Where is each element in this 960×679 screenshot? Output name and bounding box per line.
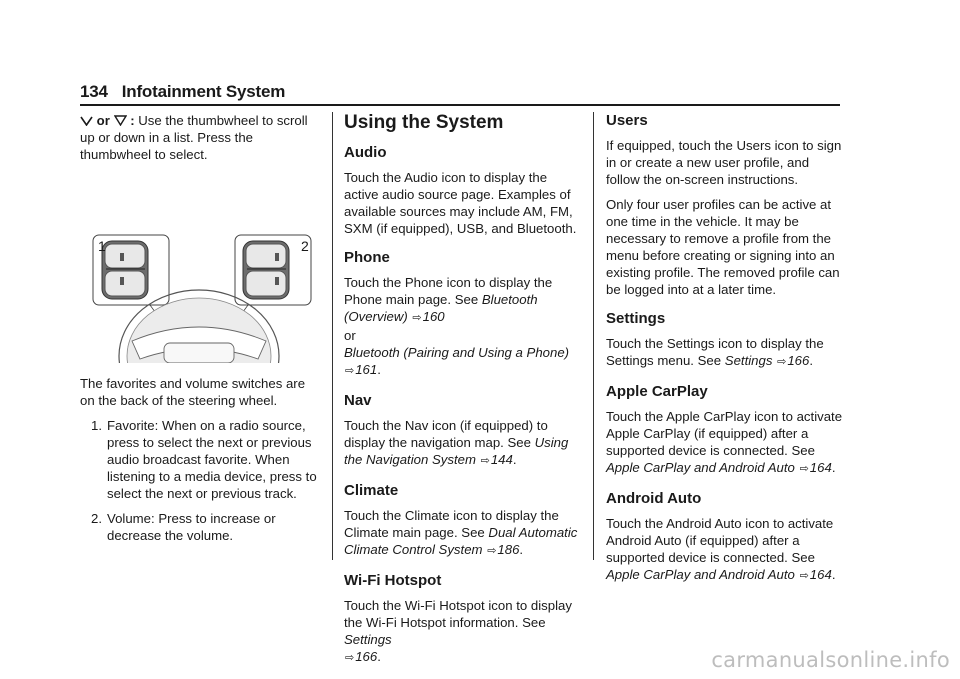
callout-2: 2 xyxy=(301,238,309,254)
page-ref-icon: ⇨ xyxy=(412,312,422,324)
nav-heading: Nav xyxy=(344,392,372,409)
steering-wheel-figure xyxy=(80,173,318,363)
carplay-section: Apple CarPlay Touch the Apple CarPlay icon to activate Apple CarPlay (if equipped) after a supported device is connected. See Apple CarPlay and Android Auto ⇨164. xyxy=(606,383,843,475)
scroll-down-icon xyxy=(114,113,131,128)
climate-control-link[interactable]: Dual Automatic Climate Control System xyxy=(344,525,578,557)
column-divider xyxy=(593,112,594,560)
page-header xyxy=(80,82,285,102)
carplay-heading: Apple CarPlay xyxy=(606,383,708,400)
audio-heading: Audio xyxy=(344,144,387,161)
page-ref-icon: ⇨ xyxy=(487,545,497,557)
header-rule xyxy=(80,104,840,106)
callout-1: 1 xyxy=(98,238,106,254)
settings-section: Settings Touch the Settings icon to display the Settings menu. See Settings ⇨166. xyxy=(606,310,844,371)
list-item: 2. Volume: Press to increase or decrease the volume. xyxy=(91,511,276,543)
column-divider xyxy=(332,112,333,560)
watermark: carmanualsonline.info xyxy=(711,648,950,672)
users-section: Users If equipped, touch the Users icon to sign in or create a new user profile, and follow the on-screen instructions. Only four user profiles can be active at one time in the vehicle. It may be necessary to remove a profile from the menu before creating or signing into an existing profile. The removed profile can be logged into at a later time. xyxy=(606,112,844,298)
bluetooth-pairing-link[interactable]: Bluetooth (Pairing and Using a Phone) xyxy=(344,345,570,360)
nav-section: Nav Touch the Nav icon (if equipped) to display the navigation map. See Using the Navigation System ⇨144. xyxy=(344,392,580,470)
phone-section: Phone Touch the Phone icon to display the Phone main page. See Bluetooth (Overview) ⇨160 or Bluetooth (Pairing and Using a Phone) ⇨161. xyxy=(344,249,580,380)
settings-link[interactable]: Settings xyxy=(724,353,773,368)
audio-section: Audio Touch the Audio icon to display the active audio source page. Examples of available sources may include AM, FM, SXM (if equipped), USB, and Bluetooth. xyxy=(344,144,580,237)
page-ref-icon: ⇨ xyxy=(480,455,490,467)
column-right xyxy=(606,112,844,597)
page-ref-icon: ⇨ xyxy=(345,652,355,664)
wifi-heading: Wi-Fi Hotspot xyxy=(344,572,442,589)
list-item: 1. Favorite: When on a radio source, press to select the next or previous audio broadcast favorite. When listening to a media device, press to select the next or previous track. xyxy=(91,418,317,501)
climate-section: Climate Touch the Climate icon to display the Climate main page. See Dual Automatic Climate Control System ⇨186. xyxy=(344,482,580,560)
switch-list xyxy=(80,417,318,544)
intro-text: Use the thumbwheel to scroll up or down in a list. Press the thumbwheel to select. xyxy=(80,113,308,162)
section-title: Infotainment System xyxy=(121,82,286,101)
users-heading: Users xyxy=(606,112,648,129)
climate-heading: Climate xyxy=(344,482,399,499)
carplay-android-link[interactable]: Apple CarPlay and Android Auto xyxy=(606,460,795,475)
switches-para: The favorites and volume switches are on the back of the steering wheel. xyxy=(80,376,306,408)
page-ref-icon: ⇨ xyxy=(799,570,809,582)
android-heading: Android Auto xyxy=(606,490,702,507)
or-text: or xyxy=(96,113,110,128)
bluetooth-overview-link[interactable]: Bluetooth (Overview) xyxy=(344,292,538,324)
page-number: 134 xyxy=(80,82,108,101)
page-ref-icon: ⇨ xyxy=(345,365,355,377)
settings-heading: Settings xyxy=(606,310,666,327)
column-left xyxy=(80,112,318,552)
column-middle xyxy=(344,112,580,679)
settings-link[interactable]: Settings xyxy=(344,632,392,647)
wifi-section: Wi-Fi Hotspot Touch the Wi-Fi Hotspot icon to display the Wi-Fi Hotspot information. See Settings ⇨166. xyxy=(344,572,580,667)
navigation-system-link[interactable]: Using the Navigation System xyxy=(344,435,569,467)
android-section: Android Auto Touch the Android Auto icon to activate Android Auto (if equipped) after a supported device is connected. See Apple CarPlay and Android Auto ⇨164. xyxy=(606,490,844,585)
scroll-up-icon xyxy=(80,113,97,128)
page-ref-icon: ⇨ xyxy=(777,356,787,368)
section-heading: Using the System xyxy=(344,112,504,133)
thumbwheel-intro: or : Use the thumbwheel to scroll up or down in a list. Press the thumbwheel to select. xyxy=(80,113,308,162)
carplay-android-link[interactable]: Apple CarPlay and Android Auto xyxy=(606,567,795,582)
page-ref-icon: ⇨ xyxy=(799,463,809,475)
phone-heading: Phone xyxy=(344,249,390,266)
